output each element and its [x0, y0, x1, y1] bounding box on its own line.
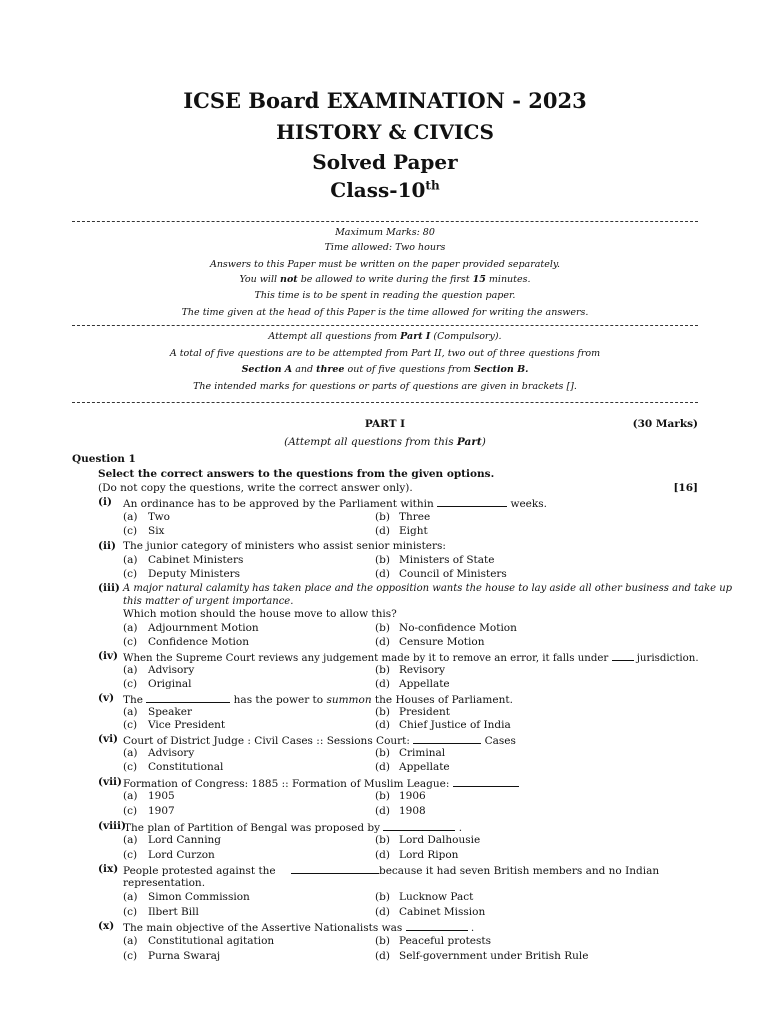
option-letter: (d) — [375, 678, 390, 690]
answer-blank — [406, 920, 468, 931]
option-text: Adjournment Motion — [148, 622, 259, 634]
option-letter: (d) — [375, 761, 390, 773]
max-marks: Maximum Marks: 80 — [335, 227, 435, 238]
option-letter: (d) — [375, 525, 390, 537]
item-number: (iii) — [98, 582, 120, 594]
item-text — [123, 496, 547, 511]
paper-type-title: Solved Paper — [312, 150, 458, 174]
option-letter: (b) — [375, 935, 390, 947]
text: . — [467, 922, 475, 934]
option-letter: (d) — [375, 636, 390, 648]
item-number: (iv) — [98, 650, 119, 662]
option-text: Ilbert Bill — [148, 906, 199, 918]
option-letter: (c) — [123, 568, 138, 580]
instruction-line-1: Answers to this Paper must be written on the paper provided separately. — [209, 259, 561, 270]
option-letter: (d) — [375, 805, 390, 817]
answer-blank — [383, 820, 455, 831]
option-text: Speaker — [148, 706, 192, 718]
option-text: Lord Dalhousie — [399, 834, 481, 846]
divider — [72, 325, 698, 326]
option-text: Ministers of State — [399, 554, 495, 566]
answer-blank — [437, 496, 507, 507]
question-marks: [16] — [673, 482, 698, 494]
text: be allowed to write during the first — [297, 274, 473, 285]
text: The main objective of the Assertive Nationalists was — [123, 922, 406, 934]
option-text: Criminal — [399, 747, 446, 759]
option-letter: (c) — [123, 906, 138, 918]
question-subheading: (Do not copy the questions, write the correct answer only). — [98, 482, 413, 494]
option-text: Advisory — [148, 747, 195, 759]
subject-title: HISTORY & CIVICS — [276, 120, 494, 144]
text: weeks. — [507, 498, 547, 510]
text: An ordinance has to be approved by the Parliament within — [123, 498, 438, 510]
option-text: 1905 — [148, 790, 175, 802]
option-text: Lucknow Pact — [399, 891, 474, 903]
text-bold: three — [316, 364, 345, 375]
option-letter: (c) — [123, 678, 138, 690]
text: has the power to — [230, 694, 327, 706]
text: The — [123, 694, 147, 706]
option-letter: (c) — [123, 636, 138, 648]
item-number: (v) — [98, 692, 115, 704]
item-number: (vii) — [98, 776, 123, 788]
exam-title: ICSE Board EXAMINATION - 2023 — [183, 88, 587, 113]
option-text: Lord Curzon — [148, 849, 215, 861]
instruction-line-7 — [72, 364, 698, 375]
item-text — [123, 692, 513, 707]
instruction-line-2 — [72, 274, 698, 285]
option-text: No-confidence Motion — [399, 622, 517, 634]
item-number: (viii) — [98, 820, 127, 832]
divider — [72, 221, 698, 222]
item-number: (i) — [98, 496, 112, 508]
option-text: Original — [148, 678, 192, 690]
option-text: Eight — [399, 525, 428, 537]
option-letter: (b) — [375, 664, 390, 676]
option-letter: (b) — [375, 834, 390, 846]
option-letter: (b) — [375, 790, 390, 802]
text-italic: summon — [326, 694, 372, 706]
option-letter: (d) — [375, 849, 390, 861]
instruction-line-8: The intended marks for questions or parts of questions are given in brackets []. — [193, 381, 577, 392]
text: ) — [481, 436, 486, 448]
item-text — [123, 650, 699, 665]
option-letter: (b) — [375, 706, 390, 718]
divider — [72, 402, 698, 403]
item-text-continued: representation. — [123, 877, 206, 889]
option-text: 1906 — [399, 790, 426, 802]
option-letter: (c) — [123, 761, 138, 773]
text: minutes. — [485, 274, 531, 285]
item-text — [123, 776, 519, 791]
option-letter: (d) — [375, 950, 390, 962]
text: because it had seven British members and no Indian — [378, 865, 660, 877]
item-number: (ii) — [98, 540, 116, 552]
class-title — [0, 178, 770, 202]
option-letter: (d) — [375, 568, 390, 580]
question-heading: Select the correct answers to the questions from the given options. — [98, 468, 495, 480]
text: Cases — [481, 735, 516, 747]
text-bold: Part — [456, 436, 482, 448]
option-letter: (b) — [375, 554, 390, 566]
text-bold: Section B. — [473, 364, 529, 375]
option-text: President — [399, 706, 450, 718]
option-text: Peaceful protests — [399, 935, 491, 947]
class-label: Class-10 — [330, 178, 426, 202]
item-text-continued: this matter of urgent importance. — [123, 596, 294, 607]
option-letter: (b) — [375, 622, 390, 634]
option-letter: (c) — [123, 849, 138, 861]
answer-blank — [453, 776, 519, 787]
text: and — [292, 364, 317, 375]
instruction-line-5 — [72, 331, 698, 342]
text-bold: not — [280, 274, 298, 285]
text-bold: 15 — [472, 274, 486, 285]
answer-blank — [413, 733, 481, 744]
item-number: (ix) — [98, 863, 119, 875]
part-note — [0, 436, 770, 449]
option-text: Advisory — [148, 664, 195, 676]
option-text: Lord Canning — [148, 834, 222, 846]
instruction-line-4: The time given at the head of this Paper is the time allowed for writing the answers. — [181, 307, 589, 318]
option-text: Deputy Ministers — [148, 568, 241, 580]
part-label: PART I — [364, 418, 406, 430]
text: Attempt all questions from — [268, 331, 401, 342]
instruction-line-3: This time is to be spent in reading the question paper. — [254, 290, 516, 301]
option-letter: (c) — [123, 525, 138, 537]
option-text: Chief Justice of India — [399, 719, 511, 731]
class-suffix: th — [425, 178, 440, 193]
item-text: A major natural calamity has taken place and the opposition wants the house to lay aside all other business and take up — [123, 583, 733, 594]
option-text: Self-government under British Rule — [399, 950, 589, 962]
text-bold: Part I — [400, 331, 431, 342]
option-letter: (a) — [123, 834, 138, 846]
text: The plan of Partition of Bengal was proposed by — [124, 822, 384, 834]
option-text: Revisory — [399, 664, 446, 676]
item-text: The junior category of ministers who assist senior ministers: — [123, 540, 446, 552]
option-letter: (a) — [123, 706, 138, 718]
text: . — [455, 822, 463, 834]
option-letter: (c) — [123, 950, 138, 962]
item-question: Which motion should the house move to allow this? — [123, 608, 397, 620]
option-text: Constitutional — [148, 761, 224, 773]
option-text: Three — [399, 511, 431, 523]
text-bold: Section A — [241, 364, 293, 375]
part-marks: (30 Marks) — [632, 418, 698, 430]
text: out of five questions from — [344, 364, 474, 375]
option-letter: (a) — [123, 891, 138, 903]
option-letter: (b) — [375, 511, 390, 523]
option-text: Two — [148, 511, 170, 523]
text: You will — [239, 274, 281, 285]
option-text: Simon Commission — [148, 891, 250, 903]
option-letter: (b) — [375, 747, 390, 759]
option-text: Cabinet Mission — [399, 906, 486, 918]
item-text — [123, 863, 659, 878]
option-text: 1908 — [399, 805, 426, 817]
text: People protested against the — [123, 865, 279, 877]
option-text: Six — [148, 525, 165, 537]
item-text — [123, 733, 516, 748]
text: When the Supreme Court reviews any judgement made by it to remove an error, it falls under — [123, 653, 612, 664]
item-text — [123, 920, 474, 935]
text: Court of District Judge : Civil Cases :: Sessions Court: — [123, 735, 414, 747]
option-text: Vice President — [148, 719, 226, 731]
answer-blank — [291, 863, 379, 874]
option-text: Confidence Motion — [148, 636, 249, 648]
text: (Compulsory). — [430, 331, 502, 342]
answer-blank — [612, 650, 634, 661]
option-letter: (a) — [123, 935, 138, 947]
option-text: Cabinet Ministers — [148, 554, 244, 566]
option-letter: (a) — [123, 747, 138, 759]
time-allowed: Time allowed: Two hours — [324, 242, 446, 253]
option-text: Council of Ministers — [399, 568, 507, 580]
text: the Houses of Parliament. — [371, 694, 513, 706]
option-text: Censure Motion — [399, 636, 485, 648]
item-number: (vi) — [98, 733, 119, 745]
answer-blank — [146, 692, 230, 703]
option-letter: (c) — [123, 719, 138, 731]
option-letter: (a) — [123, 622, 138, 634]
option-text: Lord Ripon — [399, 849, 459, 861]
option-letter: (a) — [123, 664, 138, 676]
option-text: Constitutional agitation — [148, 935, 275, 947]
option-text: Appellate — [399, 761, 450, 773]
option-letter: (c) — [123, 805, 138, 817]
item-number: (x) — [98, 920, 115, 932]
question-label: Question 1 — [72, 453, 136, 465]
option-text: 1907 — [148, 805, 175, 817]
option-letter: (d) — [375, 719, 390, 731]
item-text — [124, 820, 462, 835]
option-letter: (a) — [123, 790, 138, 802]
option-text: Purna Swaraj — [148, 950, 221, 962]
option-letter: (a) — [123, 554, 138, 566]
text: jurisdiction. — [633, 653, 699, 664]
option-letter: (d) — [375, 906, 390, 918]
text: Formation of Congress: 1885 :: Formation of Muslim League: — [123, 778, 453, 790]
text: (Attempt all questions from this — [284, 436, 457, 448]
option-text: Appellate — [399, 678, 450, 690]
instruction-line-6: A total of five questions are to be attempted from Part II, two out of three questions from — [169, 348, 601, 359]
option-letter: (b) — [375, 891, 390, 903]
option-letter: (a) — [123, 511, 138, 523]
